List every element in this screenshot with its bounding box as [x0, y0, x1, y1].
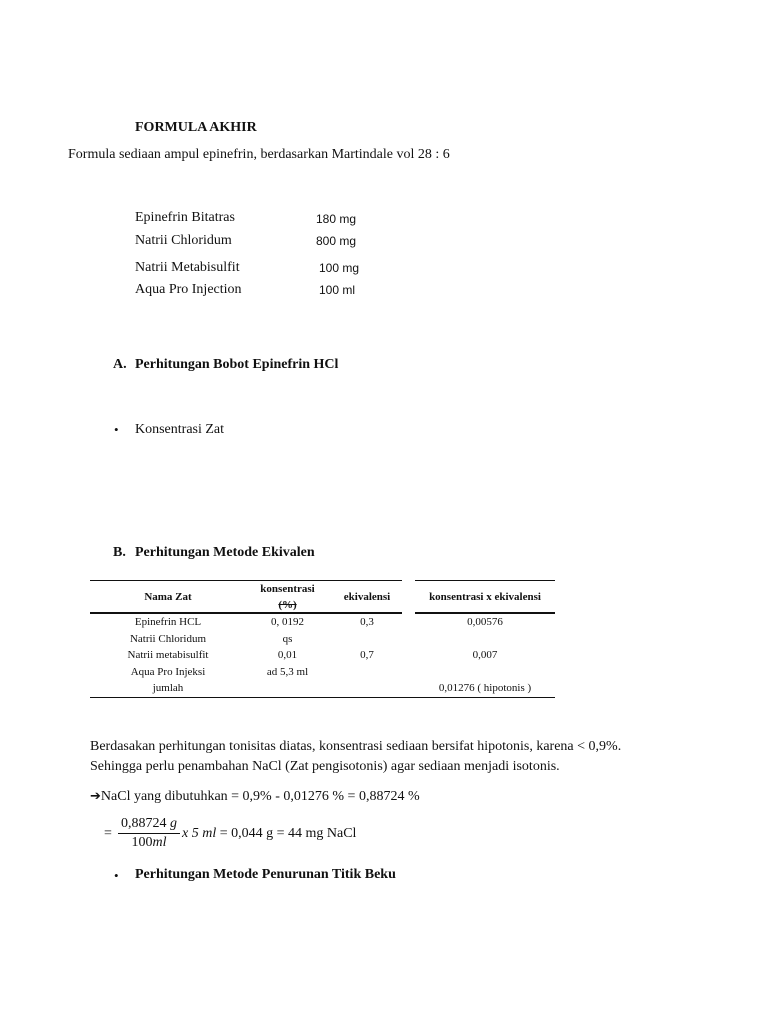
ingredient-amount: 100 mg: [319, 261, 360, 275]
paragraph-line: Berdasakan perhitungan tonisitas diatas, konsentrasi sediaan bersifat hipotonis, karena < 0,9%.: [90, 739, 622, 754]
ingredient-name: Epinefrin Bitatras: [135, 210, 235, 225]
table-cell: 0,007: [472, 649, 498, 661]
table-cell: jumlah: [152, 682, 184, 694]
bullet-icon: •: [114, 422, 119, 437]
arrow-right-icon: ➔: [90, 789, 101, 804]
section-a-title: Perhitungan Bobot Epinefrin HCl: [135, 357, 339, 372]
ingredient-amount: 800 mg: [316, 234, 357, 248]
formula-rest: x 5 ml = 0,044 g = 44 mg NaCl: [182, 826, 357, 841]
table-cell: ad 5,3 ml: [266, 666, 309, 678]
table-cell: 0,3: [360, 616, 374, 628]
bullet-text: Perhitungan Metode Penurunan Titik Beku: [135, 867, 396, 882]
ingredient-amount: 100 ml: [319, 283, 356, 297]
table-cell: 0,01: [277, 649, 298, 661]
bullet-icon: •: [114, 868, 119, 883]
table-header: (%): [278, 599, 297, 611]
formula-fraction: [118, 816, 180, 851]
ingredient-amount: 180 mg: [316, 212, 357, 226]
table-cell: 0,00576: [467, 616, 503, 628]
formula-numerator: 0,88724 g: [118, 816, 180, 834]
table-cell: 0,01276 ( hipotonis ): [438, 682, 532, 694]
page-title: FORMULA AKHIR: [135, 120, 257, 135]
table-header: ekivalensi: [343, 591, 391, 603]
table-cell: Aqua Pro Injeksi: [130, 666, 206, 678]
section-b-letter: B.: [113, 545, 126, 560]
nacl-text: NaCl yang dibutuhkan = 0,9% - 0,01276 % = 0,88724 %: [100, 789, 420, 804]
table-cell: 0, 0192: [271, 616, 304, 628]
paragraph-line: Sehingga perlu penambahan NaCl (Zat pengisotonis) agar sediaan menjadi isotonis.: [90, 759, 560, 774]
bullet-text: Konsentrasi Zat: [135, 422, 225, 437]
table-header: konsentrasi: [260, 583, 315, 595]
section-a-letter: A.: [113, 357, 127, 372]
ingredient-name: Aqua Pro Injection: [135, 282, 242, 297]
nacl-line: [90, 789, 420, 805]
table-cell: 0,7: [360, 649, 374, 661]
table-rule: [90, 697, 555, 698]
section-b-title: Perhitungan Metode Ekivalen: [135, 545, 315, 560]
table-cell: Natrii metabisulfit: [127, 649, 209, 661]
ingredient-name: Natrii Chloridum: [135, 233, 232, 248]
table-rule: [415, 580, 555, 581]
table-cell: qs: [282, 633, 293, 645]
ingredient-name: Natrii Metabisulfit: [135, 260, 240, 275]
formula-denominator: 100ml: [131, 835, 167, 850]
table-cell: Epinefrin HCL: [134, 616, 202, 628]
table-header: konsentrasi x ekivalensi: [429, 591, 541, 603]
table-cell: Natrii Chloridum: [129, 633, 207, 645]
intro-text: Formula sediaan ampul epinefrin, berdasarkan Martindale vol 28 : 6: [68, 147, 450, 162]
table-header: Nama Zat: [144, 591, 192, 603]
formula-equals: =: [104, 826, 112, 841]
